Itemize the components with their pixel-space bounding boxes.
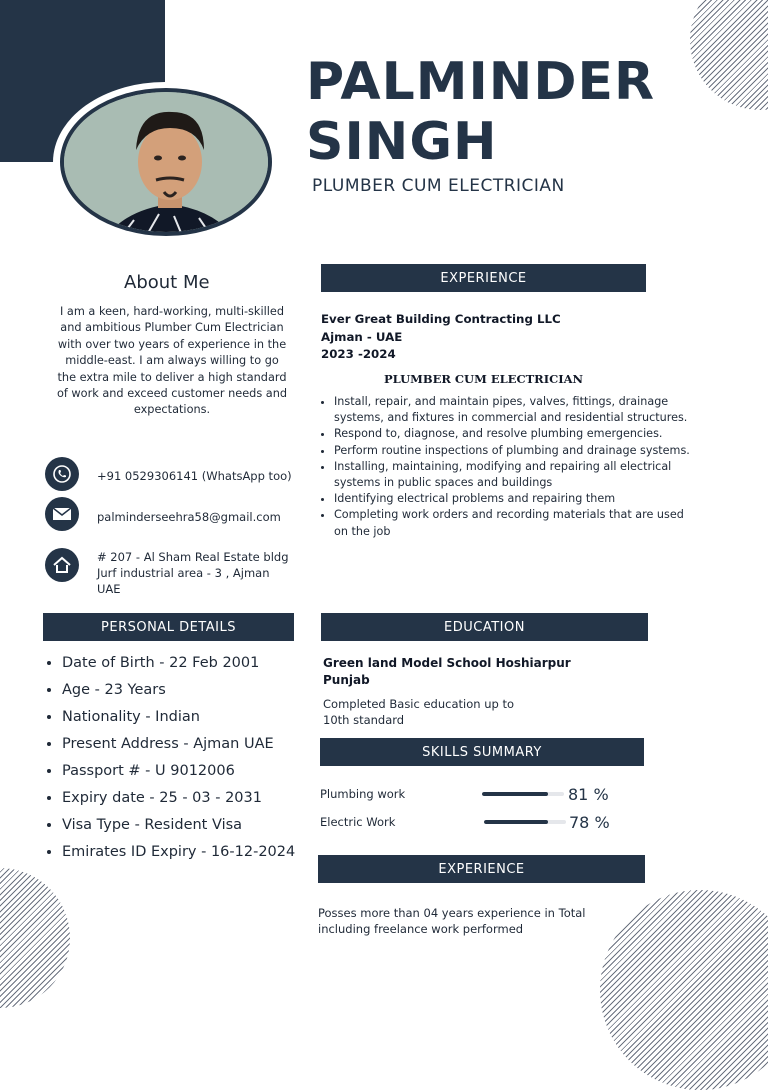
education-heading-bar xyxy=(321,613,648,641)
list-item: • Emirates ID Expiry - 16-12-2024 xyxy=(62,839,324,866)
home-icon xyxy=(45,548,79,582)
last-name: SINGH xyxy=(306,112,498,172)
education-detail-line: Completed Basic education up to xyxy=(323,697,514,711)
experience-duties xyxy=(320,394,700,540)
list-item: • Date of Birth - 22 Feb 2001 xyxy=(62,650,324,677)
profile-photo xyxy=(60,88,272,236)
list-item: • Present Address - Ajman UAE xyxy=(62,731,324,758)
experience-heading-bar xyxy=(321,264,646,292)
list-item: • Expiry date - 25 - 03 - 2031 xyxy=(62,785,324,812)
skill-label-plumbing: Plumbing work xyxy=(320,787,406,801)
education-heading: EDUCATION xyxy=(444,619,525,635)
first-name: PALMINDER xyxy=(306,52,656,112)
address-line: UAE xyxy=(97,582,121,596)
experience-heading: EXPERIENCE xyxy=(440,270,527,286)
skill-label-electric: Electric Work xyxy=(320,815,396,829)
education-school xyxy=(323,655,571,689)
list-item: • Visa Type - Resident Visa xyxy=(62,812,324,839)
experience-summary-line: including freelance work performed xyxy=(318,922,524,936)
mail-icon xyxy=(45,497,79,531)
list-item: • Nationality - Indian xyxy=(62,704,324,731)
experience-summary-text xyxy=(318,905,618,937)
personal-details-list xyxy=(44,650,324,866)
experience-summary-heading: EXPERIENCE xyxy=(438,861,525,877)
decorative-hatched-circle-bottom-left xyxy=(0,868,70,1008)
skill-percent-plumbing: 81 % xyxy=(568,785,609,804)
decorative-hatched-circle-bottom-right xyxy=(600,890,768,1090)
skills-heading: SKILLS SUMMARY xyxy=(422,744,542,760)
education-detail xyxy=(323,696,514,728)
about-title: About Me xyxy=(124,272,210,293)
list-item: • Identifying electrical problems and repairing them xyxy=(334,491,700,507)
skill-bar-electric xyxy=(484,820,566,824)
list-item: • Age - 23 Years xyxy=(62,677,324,704)
education-detail-line: 10th standard xyxy=(323,713,405,727)
skill-bar-fill xyxy=(484,820,548,824)
list-item: • Install, repair, and maintain pipes, valves, fittings, drainage systems, and fixtures in commercial and residential structures. xyxy=(334,394,700,426)
list-item: • Passport # - U 9012006 xyxy=(62,758,324,785)
name-heading xyxy=(306,52,655,172)
experience-employer xyxy=(321,311,561,364)
experience-role: PLUMBER CUM ELECTRICIAN xyxy=(384,372,584,386)
experience-summary-heading-bar xyxy=(318,855,645,883)
address xyxy=(97,549,289,597)
skill-percent-electric: 78 % xyxy=(569,813,610,832)
skill-bar-fill xyxy=(482,792,548,796)
school-location: Punjab xyxy=(323,673,370,687)
list-item: • Perform routine inspections of plumbing and drainage systems. xyxy=(334,443,700,459)
address-line: Jurf industrial area - 3 , Ajman xyxy=(97,566,270,580)
list-item: • Completing work orders and recording materials that are used on the job xyxy=(334,507,700,539)
email-address: palminderseehra58@gmail.com xyxy=(97,510,281,524)
decorative-hatched-circle-top-right xyxy=(690,0,768,110)
about-text: I am a keen, hard-working, multi-skilled and ambitious Plumber Cum Electrician with over two years of experience in the middle-east. I am always willing to go the extra mile to deliver a high standard of work and exceed customer needs and expectations. xyxy=(56,305,288,417)
school-name: Green land Model School Hoshiarpur xyxy=(323,656,571,670)
skills-heading-bar xyxy=(320,738,644,766)
company-location: Ajman - UAE xyxy=(321,329,403,344)
personal-details-heading-bar xyxy=(43,613,294,641)
phone-number: +91 0529306141 (WhatsApp too) xyxy=(97,469,292,483)
phone-icon xyxy=(45,457,79,491)
work-period: 2023 -2024 xyxy=(321,347,396,361)
experience-summary-line: Posses more than 04 years experience in Total xyxy=(318,906,586,920)
job-title: PLUMBER CUM ELECTRICIAN xyxy=(312,176,565,196)
list-item: • Installing, maintaining, modifying and repairing all electrical systems in public spaces and buildings xyxy=(334,459,700,491)
company-name: Ever Great Building Contracting LLC xyxy=(321,312,561,326)
list-item: • Respond to, diagnose, and resolve plumbing emergencies. xyxy=(334,426,700,442)
skill-bar-plumbing xyxy=(482,792,564,796)
personal-details-heading: PERSONAL DETAILS xyxy=(101,619,236,635)
address-line: # 207 - Al Sham Real Estate bldg xyxy=(97,550,289,564)
person-portrait-icon xyxy=(64,92,272,236)
